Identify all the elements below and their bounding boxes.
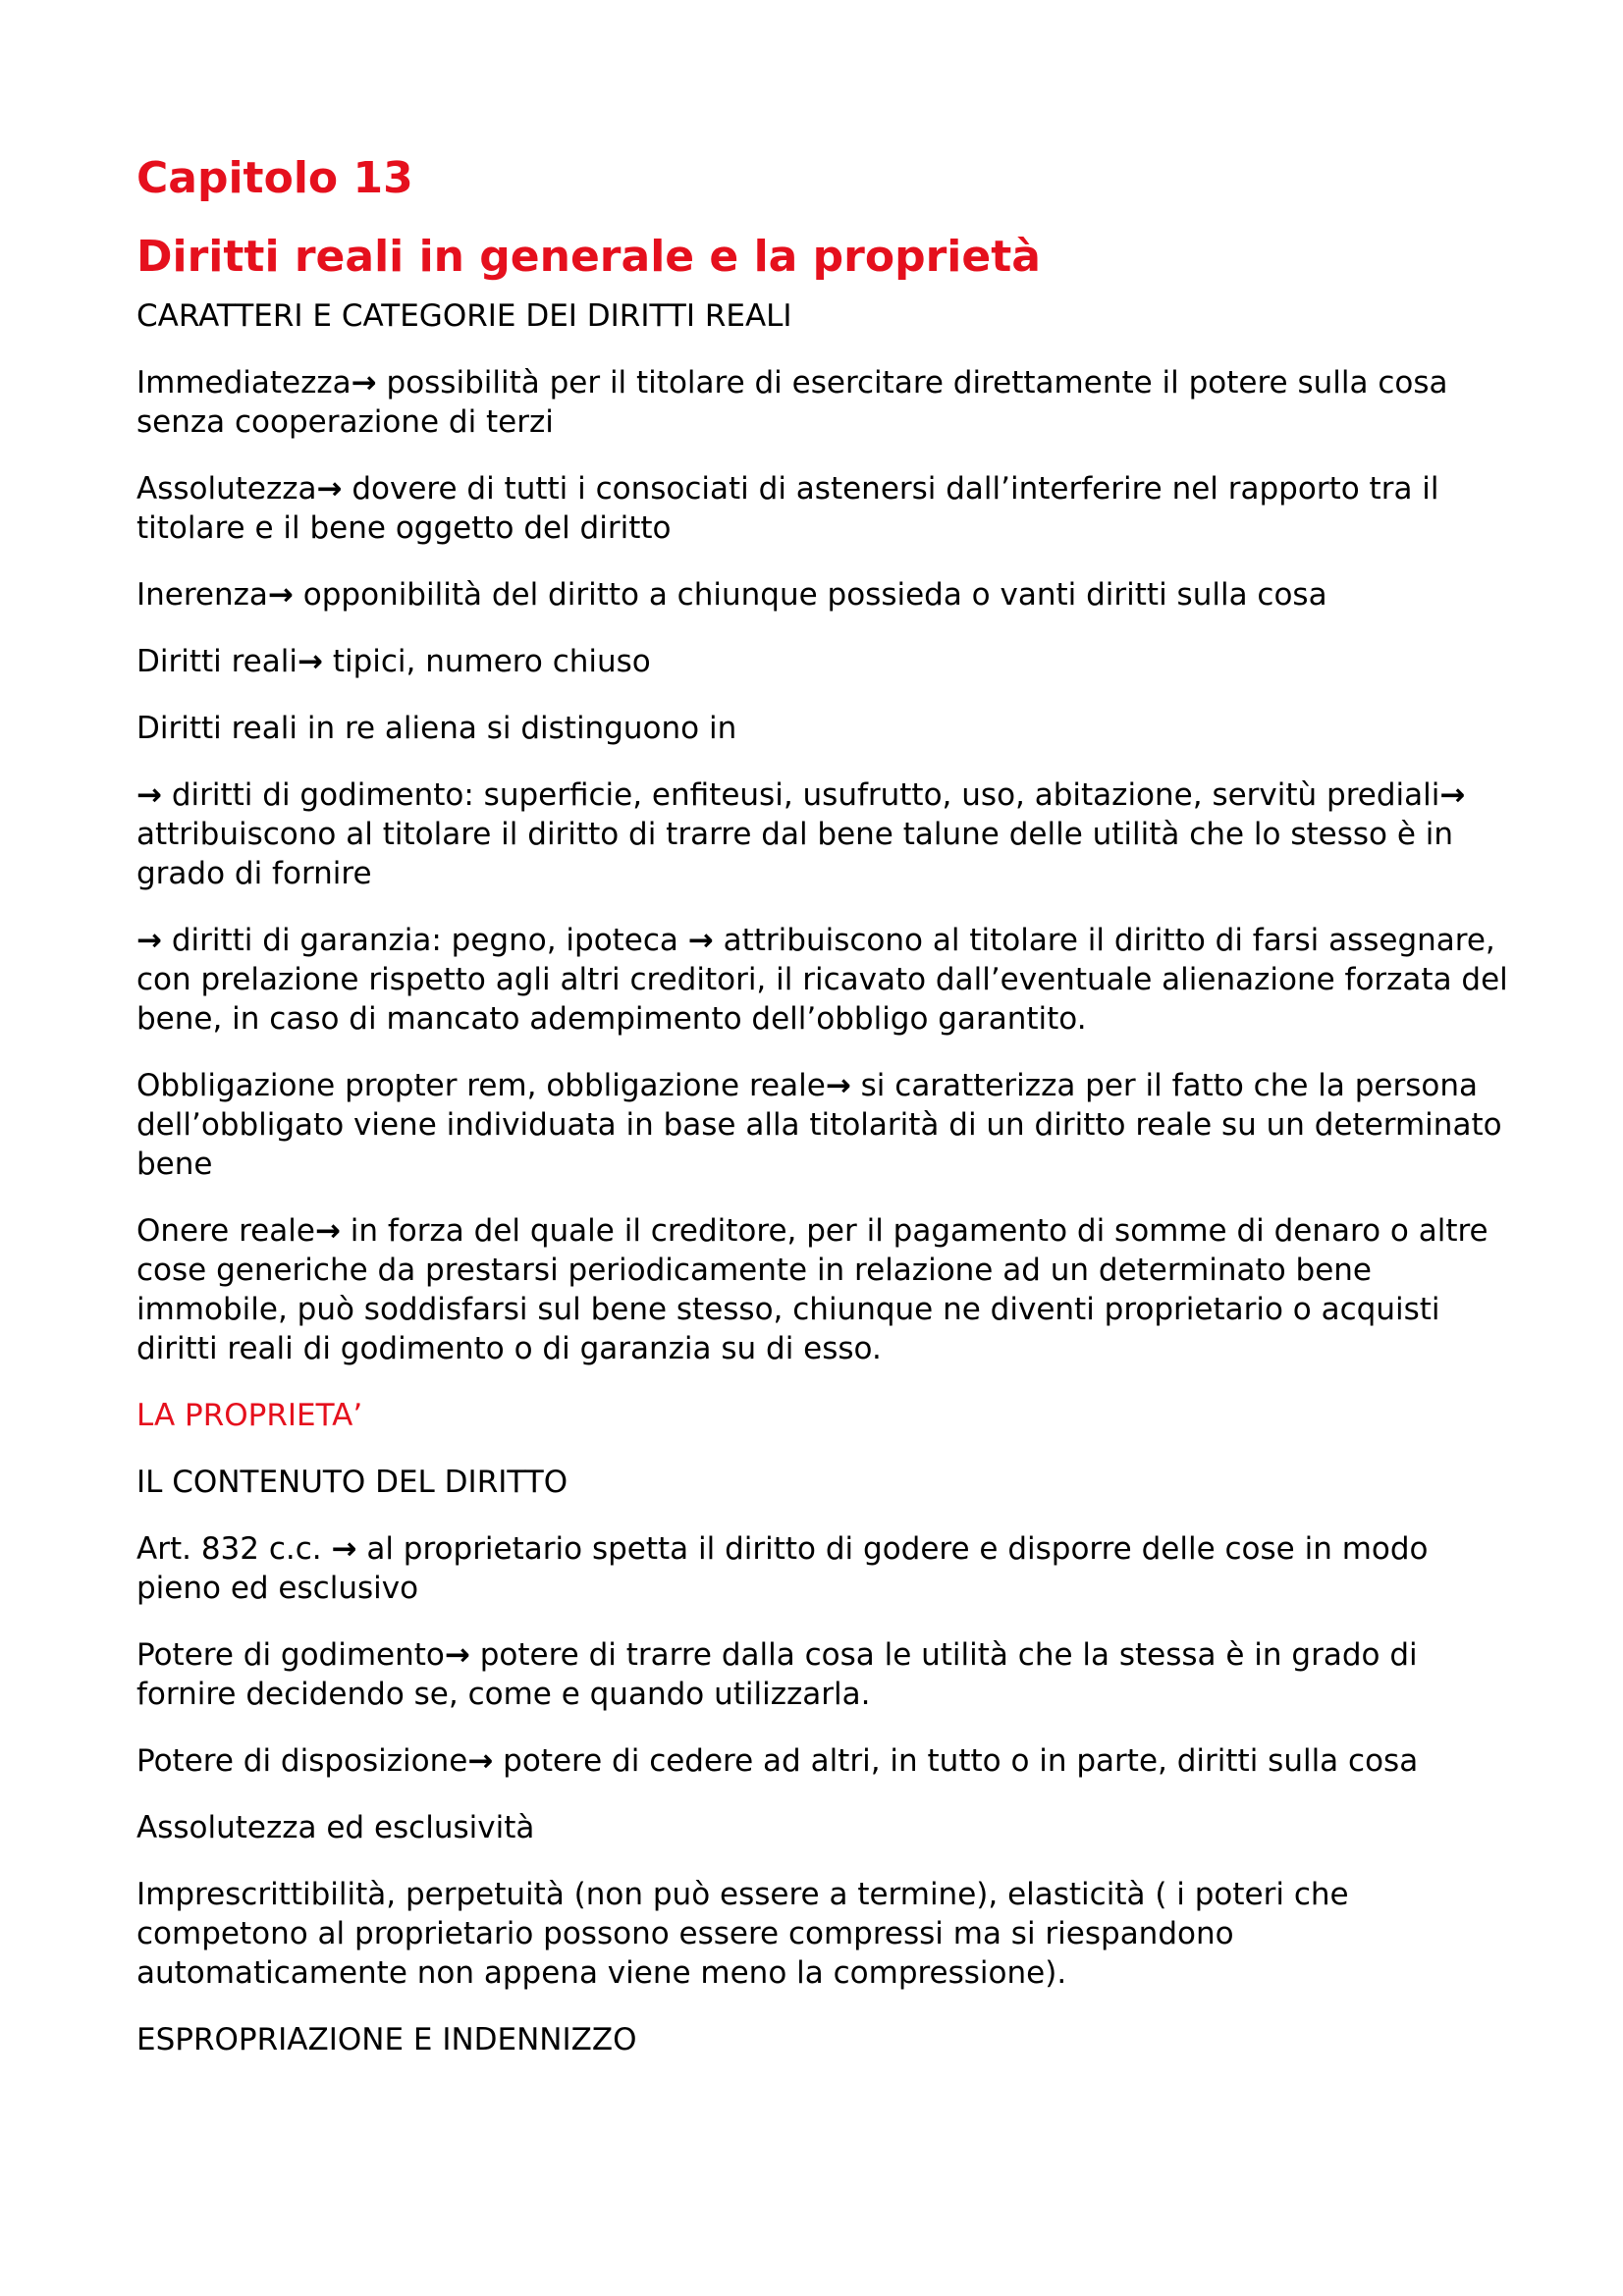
arrow-icon: → — [467, 1743, 494, 1779]
paragraph-lead: Potere di disposizione — [136, 1743, 468, 1779]
arrow-icon: → — [316, 471, 343, 507]
arrow-icon: → — [331, 1531, 357, 1567]
document-body — [136, 296, 1511, 2059]
paragraph-text: diritti di garanzia: pegno, ipoteca — [161, 923, 688, 958]
chapter-heading: Capitolo 13 — [136, 153, 413, 203]
arrow-icon: → — [314, 1213, 341, 1249]
paragraph-text: possibilità per il titolare di esercitare direttamente il potere sulla cosa senza cooperazione di terzi — [136, 365, 1448, 440]
paragraph — [136, 469, 1511, 548]
chapter-title: Diritti reali in generale e la proprietà — [136, 232, 1041, 282]
paragraph-text: si caratterizza per il fatto che la persona dell’obbligato viene individuata in base alla titolarità di un diritto reale su un determinato bene — [136, 1068, 1502, 1182]
paragraph — [136, 363, 1511, 442]
paragraph — [136, 921, 1511, 1039]
paragraph — [136, 775, 1511, 893]
paragraph-lead: Assolutezza ed esclusività — [136, 1810, 535, 1845]
paragraph — [136, 1529, 1511, 1608]
paragraph — [136, 1463, 1511, 1502]
paragraph-text2: attribuiscono al titolare il diritto di farsi assegnare, con prelazione rispetto agli altri creditori, il ricavato dall’eventuale alienazione forzata del bene, in caso di mancato adempimento dell’obbligo garantito. — [136, 923, 1508, 1037]
paragraph-lead: IL CONTENUTO DEL DIRITTO — [136, 1465, 568, 1500]
paragraph — [136, 575, 1511, 614]
paragraph-lead: LA PROPRIETA’ — [136, 1398, 363, 1433]
paragraph — [136, 1808, 1511, 1847]
paragraph-lead: Diritti reali in re aliena si distinguono in — [136, 711, 737, 746]
paragraph — [136, 1066, 1511, 1184]
paragraph-text: potere di cedere ad altri, in tutto o in parte, diritti sulla cosa — [493, 1743, 1419, 1779]
arrow-icon: → — [825, 1068, 851, 1103]
paragraph-text: in forza del quale il creditore, per il pagamento di somme di denaro o altre cose generiche da prestarsi periodicamente in relazione ad un determinato bene immobile, può soddisfarsi sul bene stesso, chiunque ne diventi proprietario o acquisti diritti reali di godimento o di garanzia su di esso. — [136, 1213, 1488, 1366]
paragraph-lead: Potere di godimento — [136, 1637, 445, 1673]
paragraph-lead: Inerenza — [136, 577, 268, 613]
paragraph-lead: Art. 832 c.c. — [136, 1531, 332, 1567]
paragraph-lead: Obbligazione propter rem, obbligazione reale — [136, 1068, 826, 1103]
paragraph — [136, 1875, 1511, 1993]
paragraph-text: potere di trarre dalla cosa le utilità che la stessa è in grado di fornire decidendo se, come e quando utilizzarla. — [136, 1637, 1418, 1712]
paragraph — [136, 2020, 1511, 2059]
paragraph-text: al proprietario spetta il diritto di godere e disporre delle cose in modo pieno ed esclusivo — [136, 1531, 1429, 1606]
paragraph — [136, 1211, 1511, 1368]
paragraph — [136, 1396, 1511, 1435]
arrow-icon: → — [297, 644, 323, 679]
paragraph — [136, 1635, 1511, 1714]
paragraph-lead: Diritti reali — [136, 644, 298, 679]
paragraph — [136, 1741, 1511, 1781]
paragraph-text: opponibilità del diritto a chiunque possieda o vanti diritti sulla cosa — [293, 577, 1327, 613]
paragraph-text: dovere di tutti i consociati di astenersi dall’interferire nel rapporto tra il titolare e il bene oggetto del diritto — [136, 471, 1439, 546]
paragraph-lead: ESPROPRIAZIONE E INDENNIZZO — [136, 2022, 637, 2057]
paragraph-text2: attribuiscono al titolare il diritto di trarre dal bene talune delle utilità che lo stesso è in grado di fornire — [136, 817, 1454, 891]
paragraph-lead: Immediatezza — [136, 365, 352, 400]
arrow-icon: → — [351, 365, 377, 400]
paragraph — [136, 709, 1511, 748]
paragraph-text: diritti di godimento: superficie, enfiteusi, usufrutto, uso, abitazione, servitù prediali — [161, 777, 1440, 813]
paragraph-lead: Onere reale — [136, 1213, 315, 1249]
arrow-icon: → — [687, 923, 714, 958]
arrow-icon: → — [136, 777, 162, 813]
paragraph-lead: Imprescrittibilità, perpetuità (non può essere a termine), elasticità ( i poteri che competono al proprietario possono essere compressi ma si riespandono automaticamente non appena viene meno la compressione). — [136, 1877, 1349, 1991]
arrow-icon: → — [267, 577, 294, 613]
arrow-icon: → — [136, 923, 162, 958]
document-page — [136, 147, 1511, 2087]
paragraph-lead: CARATTERI E CATEGORIE DEI DIRITTI REALI — [136, 298, 792, 334]
paragraph — [136, 296, 1511, 336]
paragraph — [136, 642, 1511, 681]
arrow-icon: → — [1439, 777, 1466, 813]
arrow-icon: → — [444, 1637, 470, 1673]
paragraph-lead: Assolutezza — [136, 471, 317, 507]
paragraph-text: tipici, numero chiuso — [322, 644, 651, 679]
